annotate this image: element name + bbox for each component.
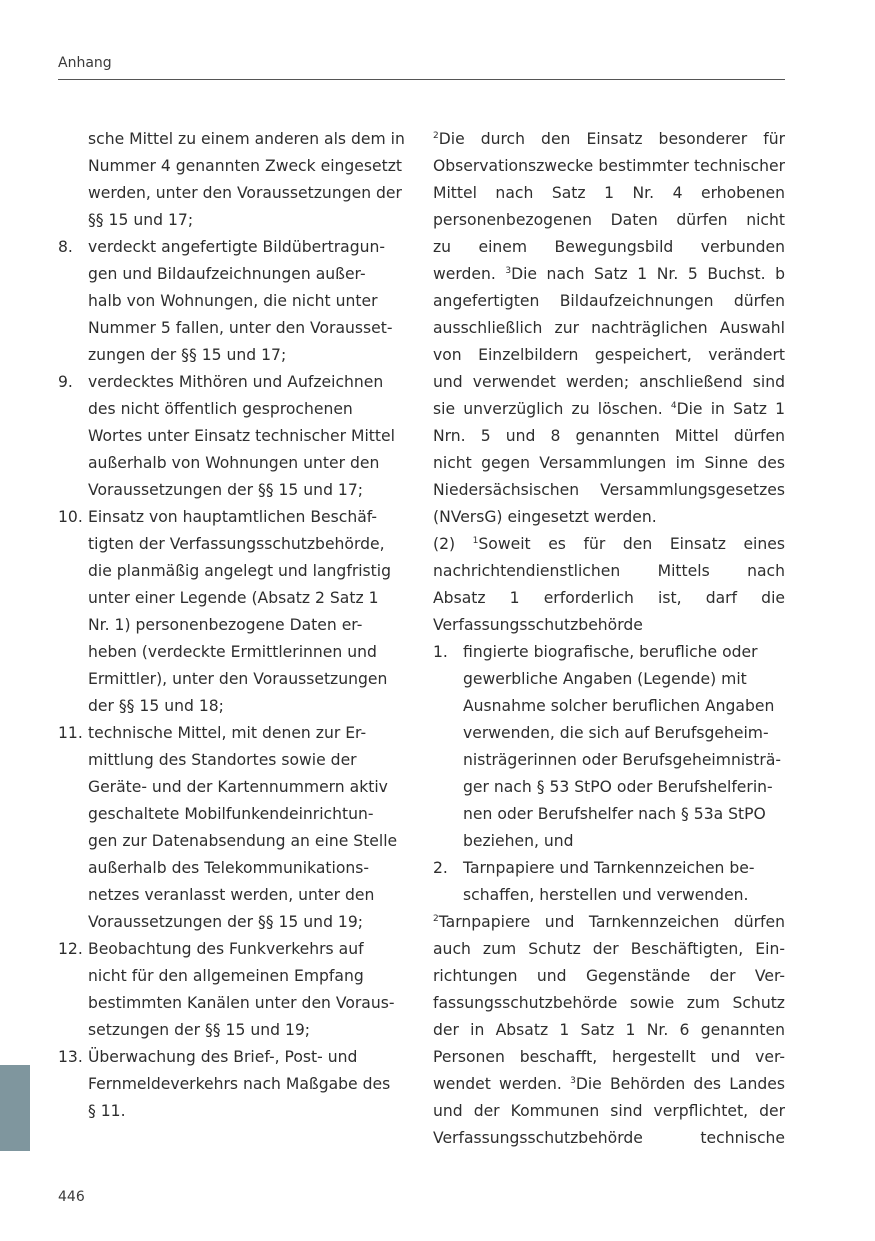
list-item: 10. Einsatz von hauptamtlichen Beschäf- <box>58 504 410 531</box>
text-line: beziehen, und <box>463 832 574 850</box>
text-line: zu einem Bewegungsbild verbunden <box>433 238 785 256</box>
text-line: bestimmten Kanälen unter den Voraus- <box>88 994 395 1012</box>
right-column <box>433 126 785 1152</box>
list-item: 11. technische Mittel, mit denen zur Er- <box>58 720 410 747</box>
text-line: (NVersG) eingesetzt werden. <box>433 508 657 526</box>
text-line: verwenden, die sich auf Berufsgeheim- <box>463 724 769 742</box>
text-line: Niedersächsischen Versammlungsgesetzes <box>433 481 785 499</box>
text-line: sche Mittel zu einem anderen als dem in <box>88 130 405 148</box>
text-line: Voraussetzungen der §§ 15 und 19; <box>88 913 364 931</box>
list-number: 9. <box>58 373 73 391</box>
text-line: auch zum Schutz der Beschäftigten, Ein- <box>433 940 785 958</box>
left-column <box>58 126 410 1125</box>
text-line: Geräte- und der Kartennummern aktiv <box>88 778 388 796</box>
list-item: 2. Tarnpapiere und Tarnkennzeichen be- <box>433 855 785 882</box>
text-line: nicht für den allgemeinen Empfang <box>88 967 364 985</box>
sentence-number: 2 <box>433 914 439 924</box>
text-line: Verfassungsschutzbehörde <box>433 616 643 634</box>
text-line: halb von Wohnungen, die nicht unter <box>88 292 378 310</box>
text-line: mittlung des Standortes sowie der <box>88 751 357 769</box>
text-line: nisträgerinnen oder Berufsgeheimnisträ- <box>463 751 781 769</box>
text-line: Ermittler), unter den Voraussetzungen <box>88 670 388 688</box>
sentence-number: 3 <box>570 1076 576 1086</box>
text-line: ger nach § 53 StPO oder Berufshelferin- <box>463 778 773 796</box>
text-line: der §§ 15 und 18; <box>88 697 224 715</box>
page-number: 446 <box>58 1189 85 1205</box>
sentence-number: 1 <box>472 536 479 546</box>
text-line: fassungsschutzbehörde sowie zum Schutz <box>433 994 785 1012</box>
text-line: personenbezogenen Daten dürfen nicht <box>433 211 785 229</box>
text-line: $^2$Tarnpapiere und Tarnkennzeichen dürfen <box>433 913 785 931</box>
running-header: Anhang <box>58 55 112 71</box>
text-line: und verwendet werden; anschließend sind <box>433 373 785 391</box>
text-line: Personen beschafft, hergestellt und ver- <box>433 1048 785 1066</box>
text-line: Verfassungsschutzbehörde technische <box>433 1129 785 1147</box>
text-line: gewerbliche Angaben (Legende) mit <box>463 670 747 688</box>
text-line: Nr. 1) personenbezogene Daten er- <box>88 616 363 634</box>
text-line: (2) $^1$Soweit es für den Einsatz eines <box>433 535 785 553</box>
text-line: Voraussetzungen der §§ 15 und 17; <box>88 481 364 499</box>
chapter-tab-marker <box>0 1065 30 1151</box>
text-line: Ausnahme solcher beruflichen Angaben <box>463 697 775 715</box>
text-line: sie unverzüglich zu löschen. $^4$Die in Satz 1 <box>433 400 785 418</box>
text-line: Mittel nach Satz 1 Nr. 4 erhobenen <box>433 184 785 202</box>
text-line: und der Kommunen sind verpflichtet, der <box>433 1102 785 1120</box>
text-line: die planmäßig angelegt und langfristig <box>88 562 392 580</box>
text-line: heben (verdeckte Ermittlerinnen und <box>88 643 377 661</box>
list-item: 13. Überwachung des Brief-, Post- und <box>58 1044 410 1071</box>
sentence-number: 2 <box>433 131 439 141</box>
sentence-number: 3 <box>505 266 512 276</box>
text-line: Nummer 5 fallen, unter den Vorausset- <box>88 319 393 337</box>
list-number: 12. <box>58 940 83 958</box>
text-line: nachrichtendienstlichen Mittels nach <box>433 562 785 580</box>
text-line: Wortes unter Einsatz technischer Mittel <box>88 427 395 445</box>
text-line: gen zur Datenabsendung an eine Stelle <box>88 832 398 850</box>
list-number: 10. <box>58 508 83 526</box>
text-line: angefertigten Bildaufzeichnungen dürfen <box>433 292 785 310</box>
text-line: ausschließlich zur nachträglichen Auswahl <box>433 319 785 337</box>
text-line: unter einer Legende (Absatz 2 Satz 1 <box>88 589 379 607</box>
list-number: 11. <box>58 724 83 742</box>
text-line: netzes veranlasst werden, unter den <box>88 886 375 904</box>
header-rule <box>58 79 785 80</box>
sentence-number: 4 <box>670 401 677 411</box>
list-item: 8. verdeckt angefertigte Bildübertragun- <box>58 234 410 261</box>
text-line: nen oder Berufshelfer nach § 53a StPO <box>463 805 766 823</box>
text-line: Nummer 4 genannten Zweck eingesetzt <box>88 157 403 175</box>
list-number: 13. <box>58 1048 83 1066</box>
text-line: schaffen, herstellen und verwenden. <box>463 886 749 904</box>
text-line: $^2$Die durch den Einsatz besonderer für <box>433 130 785 148</box>
text-line: von Einzelbildern gespeichert, verändert <box>433 346 785 364</box>
list-item: 1. fingierte biografische, berufliche oder <box>433 639 785 666</box>
text-line: zungen der §§ 15 und 17; <box>88 346 287 364</box>
text-line: richtungen und Gegenstände der Ver- <box>433 967 785 985</box>
text-line: wendet werden. $^3$Die Behörden des Landes <box>433 1075 785 1093</box>
list-number: 8. <box>58 238 73 256</box>
text-line: §§ 15 und 17; <box>88 211 194 229</box>
text-line: tigten der Verfassungsschutzbehörde, <box>88 535 385 553</box>
text-line: werden. $^3$Die nach Satz 1 Nr. 5 Buchst. b <box>433 265 785 283</box>
text-line: § 11. <box>88 1102 126 1120</box>
text-line: außerhalb des Telekommunikations- <box>88 859 370 877</box>
text-line: werden, unter den Voraussetzungen der <box>88 184 402 202</box>
text-line: Nrn. 5 und 8 genannten Mittel dürfen <box>433 427 785 445</box>
text-line: außerhalb von Wohnungen unter den <box>88 454 380 472</box>
text-line: geschaltete Mobilfunkendeinrichtun- <box>88 805 374 823</box>
text-line: des nicht öffentlich gesprochenen <box>88 400 353 418</box>
list-item: 12. Beobachtung des Funkverkehrs auf <box>58 936 410 963</box>
text-line: Fernmeldeverkehrs nach Maßgabe des <box>88 1075 391 1093</box>
text-line: setzungen der §§ 15 und 19; <box>88 1021 311 1039</box>
list-number: 2. <box>433 859 448 877</box>
text-line: Absatz 1 erforderlich ist, darf die <box>433 589 785 607</box>
list-item: 9. verdecktes Mithören und Aufzeichnen <box>58 369 410 396</box>
text-line: der in Absatz 1 Satz 1 Nr. 6 genannten <box>433 1021 785 1039</box>
text-line: nicht gegen Versammlungen im Sinne des <box>433 454 785 472</box>
text-line: Observationszwecke bestimmter technischer <box>433 157 785 175</box>
list-number: 1. <box>433 643 448 661</box>
text-line: gen und Bildaufzeichnungen außer- <box>88 265 366 283</box>
